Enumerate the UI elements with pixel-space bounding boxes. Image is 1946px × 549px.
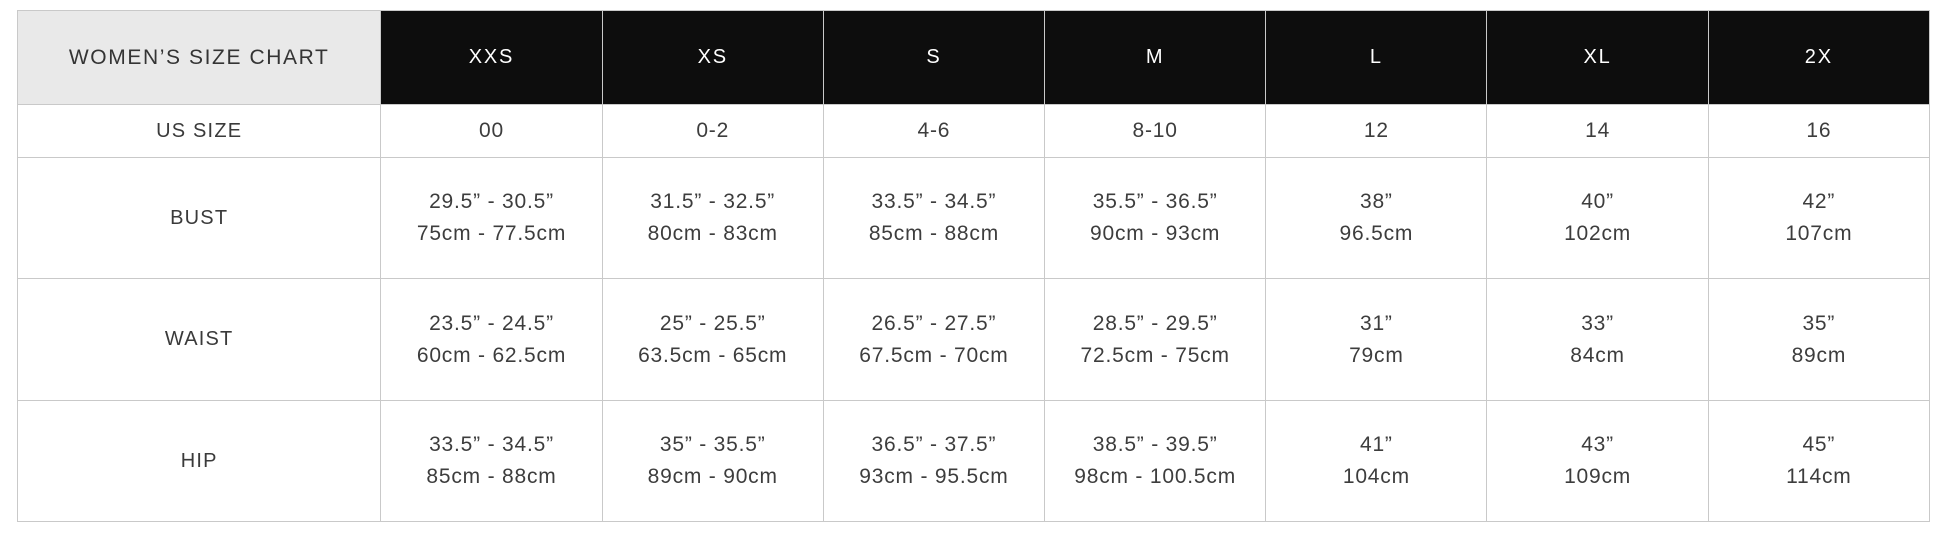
measurement-cell — [823, 158, 1044, 279]
measurement-cell — [823, 401, 1044, 522]
measurement-cell — [1266, 401, 1487, 522]
measurement-line: 38.5” - 39.5” — [1092, 433, 1218, 456]
measurement-line: 98cm - 100.5cm — [1074, 465, 1237, 488]
measurement-cell — [381, 279, 602, 401]
size-header-xl: XL — [1487, 11, 1708, 105]
row-label: BUST — [18, 158, 381, 279]
measurement-line: 36.5” - 37.5” — [871, 433, 997, 456]
chart-body — [18, 105, 1930, 522]
measurement-line: 90cm - 93cm — [1090, 222, 1221, 245]
measurement-line: 114cm — [1786, 465, 1852, 488]
measurement-cell — [602, 158, 823, 279]
measurement-line: 35” — [1802, 311, 1836, 335]
measurement-line: 79cm — [1349, 343, 1404, 367]
measurement-line: 25” - 25.5” — [659, 311, 766, 335]
measurement-cell — [381, 158, 602, 279]
measurement-cell — [1266, 158, 1487, 279]
measurement-cell — [602, 105, 823, 158]
measurement-line: 45” — [1802, 433, 1836, 456]
measurement-line: 109cm — [1564, 465, 1632, 488]
measurement-cell — [1266, 279, 1487, 401]
size-header-2x: 2X — [1708, 11, 1929, 105]
size-header-xxs: XXS — [381, 11, 602, 105]
measurement-line: 80cm - 83cm — [647, 222, 778, 245]
measurement-line: 63.5cm - 65cm — [638, 343, 788, 367]
measurement-line: 84cm — [1570, 343, 1625, 367]
measurement-line: 35.5” - 36.5” — [1092, 190, 1218, 213]
header-row — [18, 11, 1930, 105]
measurement-line: 31.5” - 32.5” — [650, 190, 776, 213]
measurement-cell — [1045, 279, 1266, 401]
measurement-row-hip — [18, 401, 1930, 522]
measurement-line: 85cm - 88cm — [868, 222, 999, 245]
measurement-line: 38” — [1359, 190, 1393, 213]
measurement-cell — [1487, 401, 1708, 522]
measurement-line: 4-6 — [917, 119, 951, 142]
measurement-cell — [823, 105, 1044, 158]
row-label: US SIZE — [18, 105, 381, 158]
measurement-line: 93cm - 95.5cm — [859, 465, 1009, 488]
size-header-l: L — [1266, 11, 1487, 105]
measurement-line: 31” — [1359, 311, 1393, 335]
measurement-line: 00 — [479, 119, 504, 142]
measurement-cell — [1487, 105, 1708, 158]
measurement-line: 16 — [1806, 119, 1832, 142]
row-label: HIP — [18, 401, 381, 522]
measurement-line: 8-10 — [1132, 119, 1178, 142]
measurement-cell — [1045, 401, 1266, 522]
measurement-cell — [1266, 105, 1487, 158]
measurement-line: 72.5cm - 75cm — [1080, 343, 1230, 367]
measurement-cell — [1045, 105, 1266, 158]
measurement-line: 23.5” - 24.5” — [429, 311, 554, 335]
measurement-line: 41” — [1359, 433, 1393, 456]
measurement-line: 33” — [1581, 311, 1614, 335]
measurement-cell — [602, 279, 823, 401]
measurement-cell — [381, 401, 602, 522]
measurement-line: 40” — [1581, 190, 1614, 213]
measurement-line: 0-2 — [696, 119, 730, 142]
measurement-line: 107cm — [1785, 222, 1853, 245]
measurement-line: 26.5” - 27.5” — [871, 311, 997, 335]
womens-size-chart-table — [17, 10, 1930, 522]
measurement-cell — [1708, 401, 1929, 522]
measurement-line: 33.5” - 34.5” — [871, 190, 997, 213]
measurement-line: 96.5cm — [1339, 222, 1414, 245]
measurement-row-bust — [18, 158, 1930, 279]
size-header-xs: XS — [602, 11, 823, 105]
measurement-line: 35” - 35.5” — [659, 433, 766, 456]
measurement-line: 29.5” - 30.5” — [429, 190, 554, 213]
measurement-cell — [1708, 158, 1929, 279]
measurement-line: 12 — [1363, 119, 1389, 142]
measurement-line: 28.5” - 29.5” — [1092, 311, 1218, 335]
measurement-line: 14 — [1585, 119, 1611, 142]
measurement-cell — [1708, 105, 1929, 158]
measurement-line: 89cm - 90cm — [647, 465, 778, 488]
measurement-cell — [602, 401, 823, 522]
measurement-cell — [1487, 279, 1708, 401]
measurement-line: 42” — [1802, 190, 1836, 213]
measurement-line: 75cm - 77.5cm — [416, 222, 567, 245]
measurement-line: 67.5cm - 70cm — [859, 343, 1009, 367]
measurement-row-waist — [18, 279, 1930, 401]
measurement-line: 33.5” - 34.5” — [429, 433, 554, 456]
measurement-cell — [823, 279, 1044, 401]
size-header-m: M — [1045, 11, 1266, 105]
size-header-s: S — [823, 11, 1044, 105]
measurement-cell — [1708, 279, 1929, 401]
measurement-line: 89cm — [1791, 343, 1847, 367]
measurement-line: 43” — [1581, 433, 1614, 456]
measurement-line: 60cm - 62.5cm — [416, 343, 567, 367]
measurement-row-us-size — [18, 105, 1930, 158]
chart-title: WOMEN’S SIZE CHART — [18, 11, 381, 105]
measurement-cell — [381, 105, 602, 158]
measurement-line: 104cm — [1342, 465, 1410, 488]
row-label: WAIST — [18, 279, 381, 401]
size-chart-container — [17, 10, 1930, 522]
measurement-line: 85cm - 88cm — [426, 465, 557, 488]
measurement-cell — [1487, 158, 1708, 279]
measurement-cell — [1045, 158, 1266, 279]
measurement-line: 102cm — [1564, 222, 1632, 245]
